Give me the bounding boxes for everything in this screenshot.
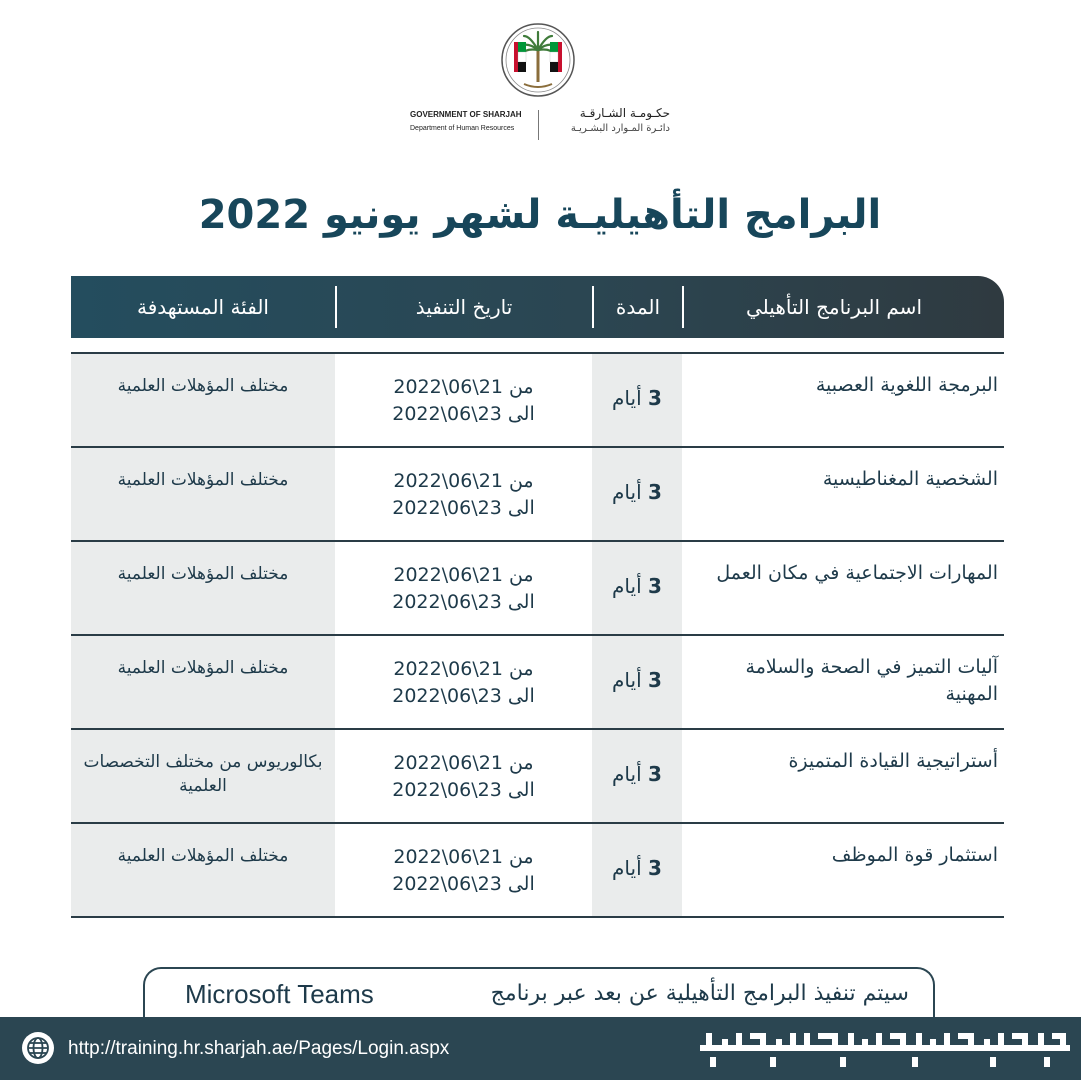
duration-unit: أيام [612,480,642,504]
header-date: تاريخ التنفيذ [415,295,513,319]
duration-cell [592,542,682,634]
hr-department-logo [700,1031,1070,1071]
category-cell [71,824,335,916]
gov-arabic [546,106,670,134]
duration-number: 3 [648,480,662,504]
duration-number: 3 [648,668,662,692]
table-row [71,446,1004,540]
program-name: الشخصية المغناطيسية [822,468,998,490]
date-from: من 21\06\2022 [393,470,534,492]
sharjah-emblem-icon [500,22,576,98]
date-to: الى 23\06\2022 [392,685,535,707]
duration-number: 3 [648,856,662,880]
gov-en-line2: Department of Human Resources [410,125,515,132]
program-name: أستراتيجية القيادة المتميزة [788,750,998,772]
date-cell [335,824,592,916]
category-cell [71,636,335,728]
category-text: مختلف المؤهلات العلمية [117,846,289,866]
program-name: البرمجة اللغوية العصبية [815,374,998,396]
category-text: بكالوريوس من مختلف التخصصات العلمية [83,752,323,796]
duration-cell [592,354,682,446]
date-cell [335,448,592,540]
category-cell [71,542,335,634]
date-from: من 21\06\2022 [393,376,534,398]
program-cell [682,542,1004,634]
date-from: من 21\06\2022 [393,752,534,774]
table-row [71,634,1004,728]
duration-unit: أيام [612,668,642,692]
date-from: من 21\06\2022 [393,658,534,680]
table-row [71,540,1004,634]
program-name: المهارات الاجتماعية في مكان العمل [716,562,998,584]
category-text: مختلف المؤهلات العلمية [117,658,289,678]
program-cell [682,824,1004,916]
category-text: مختلف المؤهلات العلمية [117,470,289,490]
category-cell [71,448,335,540]
category-text: مختلف المؤهلات العلمية [117,376,289,396]
date-from: من 21\06\2022 [393,564,534,586]
date-cell [335,730,592,822]
gov-ar-line2: دائـرة المـوارد البشـريـة [570,123,670,134]
date-to: الى 23\06\2022 [392,591,535,613]
date-cell [335,354,592,446]
date-cell [335,636,592,728]
date-cell [335,542,592,634]
category-cell [71,354,335,446]
program-cell [682,636,1004,728]
programs-table [71,352,1004,918]
page-title: البرامج التأهيليـة لشهر يونيو 2022 [198,192,882,238]
table-row [71,822,1004,918]
program-name: استثمار قوة الموظف [831,844,998,866]
globe-icon [21,1031,55,1065]
teams-platform: Microsoft Teams [185,979,374,1009]
duration-cell [592,448,682,540]
government-logo-text [400,106,690,146]
header-program: اسم البرنامج التأهيلي [746,295,922,319]
header-category: الفئة المستهدفة [137,295,269,319]
program-cell [682,730,1004,822]
date-from: من 21\06\2022 [393,846,534,868]
gov-en-line1: GOVERNMENT OF SHARJAH [410,110,522,119]
program-cell [682,448,1004,540]
duration-cell [592,730,682,822]
program-cell [682,354,1004,446]
gov-ar-line1: حكـومـة الشـارقـة [579,106,670,120]
table-row [71,352,1004,446]
table-row [71,728,1004,822]
training-portal-link[interactable]: http://training.hr.sharjah.ae/Pages/Login.aspx [68,1038,450,1059]
duration-unit: أيام [612,386,642,410]
date-to: الى 23\06\2022 [392,497,535,519]
duration-cell [592,824,682,916]
duration-number: 3 [648,762,662,786]
category-text: مختلف المؤهلات العلمية [117,564,289,584]
header-duration: المدة [615,295,661,319]
gov-divider [538,110,539,140]
gov-english [410,110,534,132]
category-cell [71,730,335,822]
table-header [71,276,1004,338]
duration-unit: أيام [612,762,642,786]
teams-notice-text: سيتم تنفيذ البرامج التأهيلية عن بعد عبر برنامج [490,981,909,1006]
duration-unit: أيام [612,856,642,880]
duration-number: 3 [648,386,662,410]
program-name: آليات التميز في الصحة والسلامة المهنية [745,656,998,705]
date-to: الى 23\06\2022 [392,779,535,801]
duration-cell [592,636,682,728]
date-to: الى 23\06\2022 [392,873,535,895]
duration-number: 3 [648,574,662,598]
date-to: الى 23\06\2022 [392,403,535,425]
duration-unit: أيام [612,574,642,598]
footer-bar [0,1017,1081,1080]
